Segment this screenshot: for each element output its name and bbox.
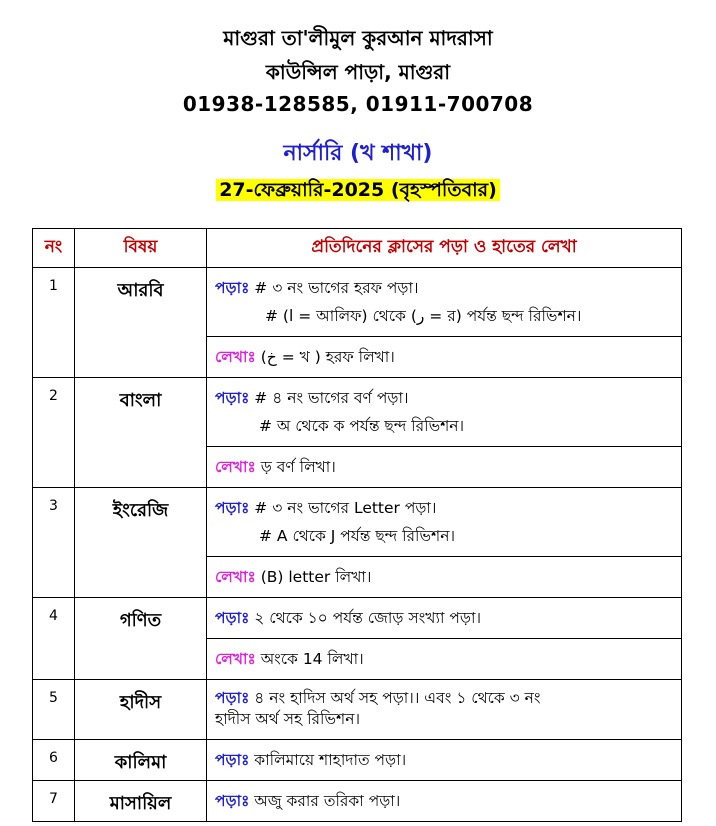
header-daily-lesson: প্রতিদিনের ক্লাসের পড়া ও হাতের লেখা: [207, 229, 682, 268]
reading-text-continued: হাদীস অর্থ সহ রিভিশন।: [215, 710, 360, 728]
schedule-table: [32, 228, 682, 822]
phone-numbers: 01938-128585, 01911-700708: [182, 92, 534, 116]
reading-cell: [207, 680, 682, 740]
writing-label: লেখাঃ: [215, 650, 256, 668]
reading-cell: [207, 598, 682, 639]
row-subject: ইংরেজি: [75, 488, 207, 598]
writing-cell: [207, 557, 682, 598]
row-subject: হাদীস: [75, 680, 207, 740]
table-row: [33, 740, 682, 781]
writing-label: লেখাঃ: [215, 568, 256, 586]
reading-text-2: # (ا = আলিফ) থেকে (ر = র) পর্যন্ত ছন্দ রিভিশন।: [265, 307, 582, 325]
reading-text-2: # A থেকে J পর্যন্ত ছন্দ রিভিশন।: [259, 527, 455, 545]
date-highlight: 27-ফেব্রুয়ারি-2025 (বৃহস্পতিবার): [216, 179, 500, 201]
row-number: 4: [33, 598, 75, 680]
madrasa-name: মাগুরা তা'লীমুল কুরআন মাদরাসা: [223, 26, 493, 50]
row-number: 7: [33, 781, 75, 822]
reading-text: # ৩ নং ভাগের হরফ পড়া।: [254, 279, 419, 297]
reading-cell: [207, 488, 682, 557]
reading-cell: [207, 268, 682, 337]
writing-text: (خ = খ ) হরফ লিখা।: [260, 348, 395, 366]
table-row: [33, 268, 682, 337]
row-subject: বাংলা: [75, 378, 207, 488]
class-title: নার্সারি (খ শাখা): [283, 141, 433, 166]
table-row: [33, 488, 682, 557]
writing-text: ড় বর্ণ লিখা।: [260, 458, 336, 476]
reading-text: ২ থেকে ১০ পর্যন্ত জোড় সংখ্যা পড়া।: [254, 609, 482, 627]
table-row: [33, 378, 682, 447]
reading-label: পড়াঃ: [215, 792, 250, 810]
writing-label: লেখাঃ: [215, 348, 256, 366]
writing-cell: [207, 639, 682, 680]
reading-cell: [207, 378, 682, 447]
reading-text: # ৪ নং ভাগের বর্ণ পড়া।: [254, 389, 409, 407]
row-subject: কালিমা: [75, 740, 207, 781]
row-number: 5: [33, 680, 75, 740]
reading-text: # ৩ নং ভাগের Letter পড়া।: [254, 499, 437, 517]
reading-text: ৪ নং হাদিস অর্থ সহ পড়া।। এবং ১ থেকে ৩ নং: [254, 689, 541, 707]
row-subject: আরবি: [75, 268, 207, 378]
header-subject: বিষয়: [75, 229, 207, 268]
header-number: নং: [33, 229, 75, 268]
reading-cell: [207, 740, 682, 781]
row-subject: গণিত: [75, 598, 207, 680]
reading-label: পড়াঃ: [215, 389, 250, 407]
row-number: 3: [33, 488, 75, 598]
row-number: 6: [33, 740, 75, 781]
reading-label: পড়াঃ: [215, 609, 250, 627]
reading-text: কালিমায়ে শাহাদাত পড়া।: [254, 751, 407, 769]
madrasa-address: কাউন্সিল পাড়া, মাগুরা: [265, 60, 451, 84]
reading-text-2: # অ থেকে ক পর্যন্ত ছন্দ রিভিশন।: [259, 417, 465, 435]
reading-cell: [207, 781, 682, 822]
reading-label: পড়াঃ: [215, 279, 250, 297]
table-row: [33, 598, 682, 639]
reading-text: অজু করার তরিকা পড়া।: [254, 792, 401, 810]
writing-text: অংকে 14 লিখা।: [260, 650, 364, 668]
writing-text: (B) letter লিখা।: [260, 568, 372, 586]
row-number: 1: [33, 268, 75, 378]
table-header-row: [33, 229, 682, 268]
row-number: 2: [33, 378, 75, 488]
reading-label: পড়াঃ: [215, 499, 250, 517]
table-row: [33, 680, 682, 740]
reading-label: পড়াঃ: [215, 751, 250, 769]
row-subject: মাসায়িল: [75, 781, 207, 822]
writing-cell: [207, 447, 682, 488]
reading-label: পড়াঃ: [215, 689, 250, 707]
writing-label: লেখাঃ: [215, 458, 256, 476]
date-line: [0, 176, 716, 208]
writing-cell: [207, 337, 682, 378]
table-row: [33, 781, 682, 822]
